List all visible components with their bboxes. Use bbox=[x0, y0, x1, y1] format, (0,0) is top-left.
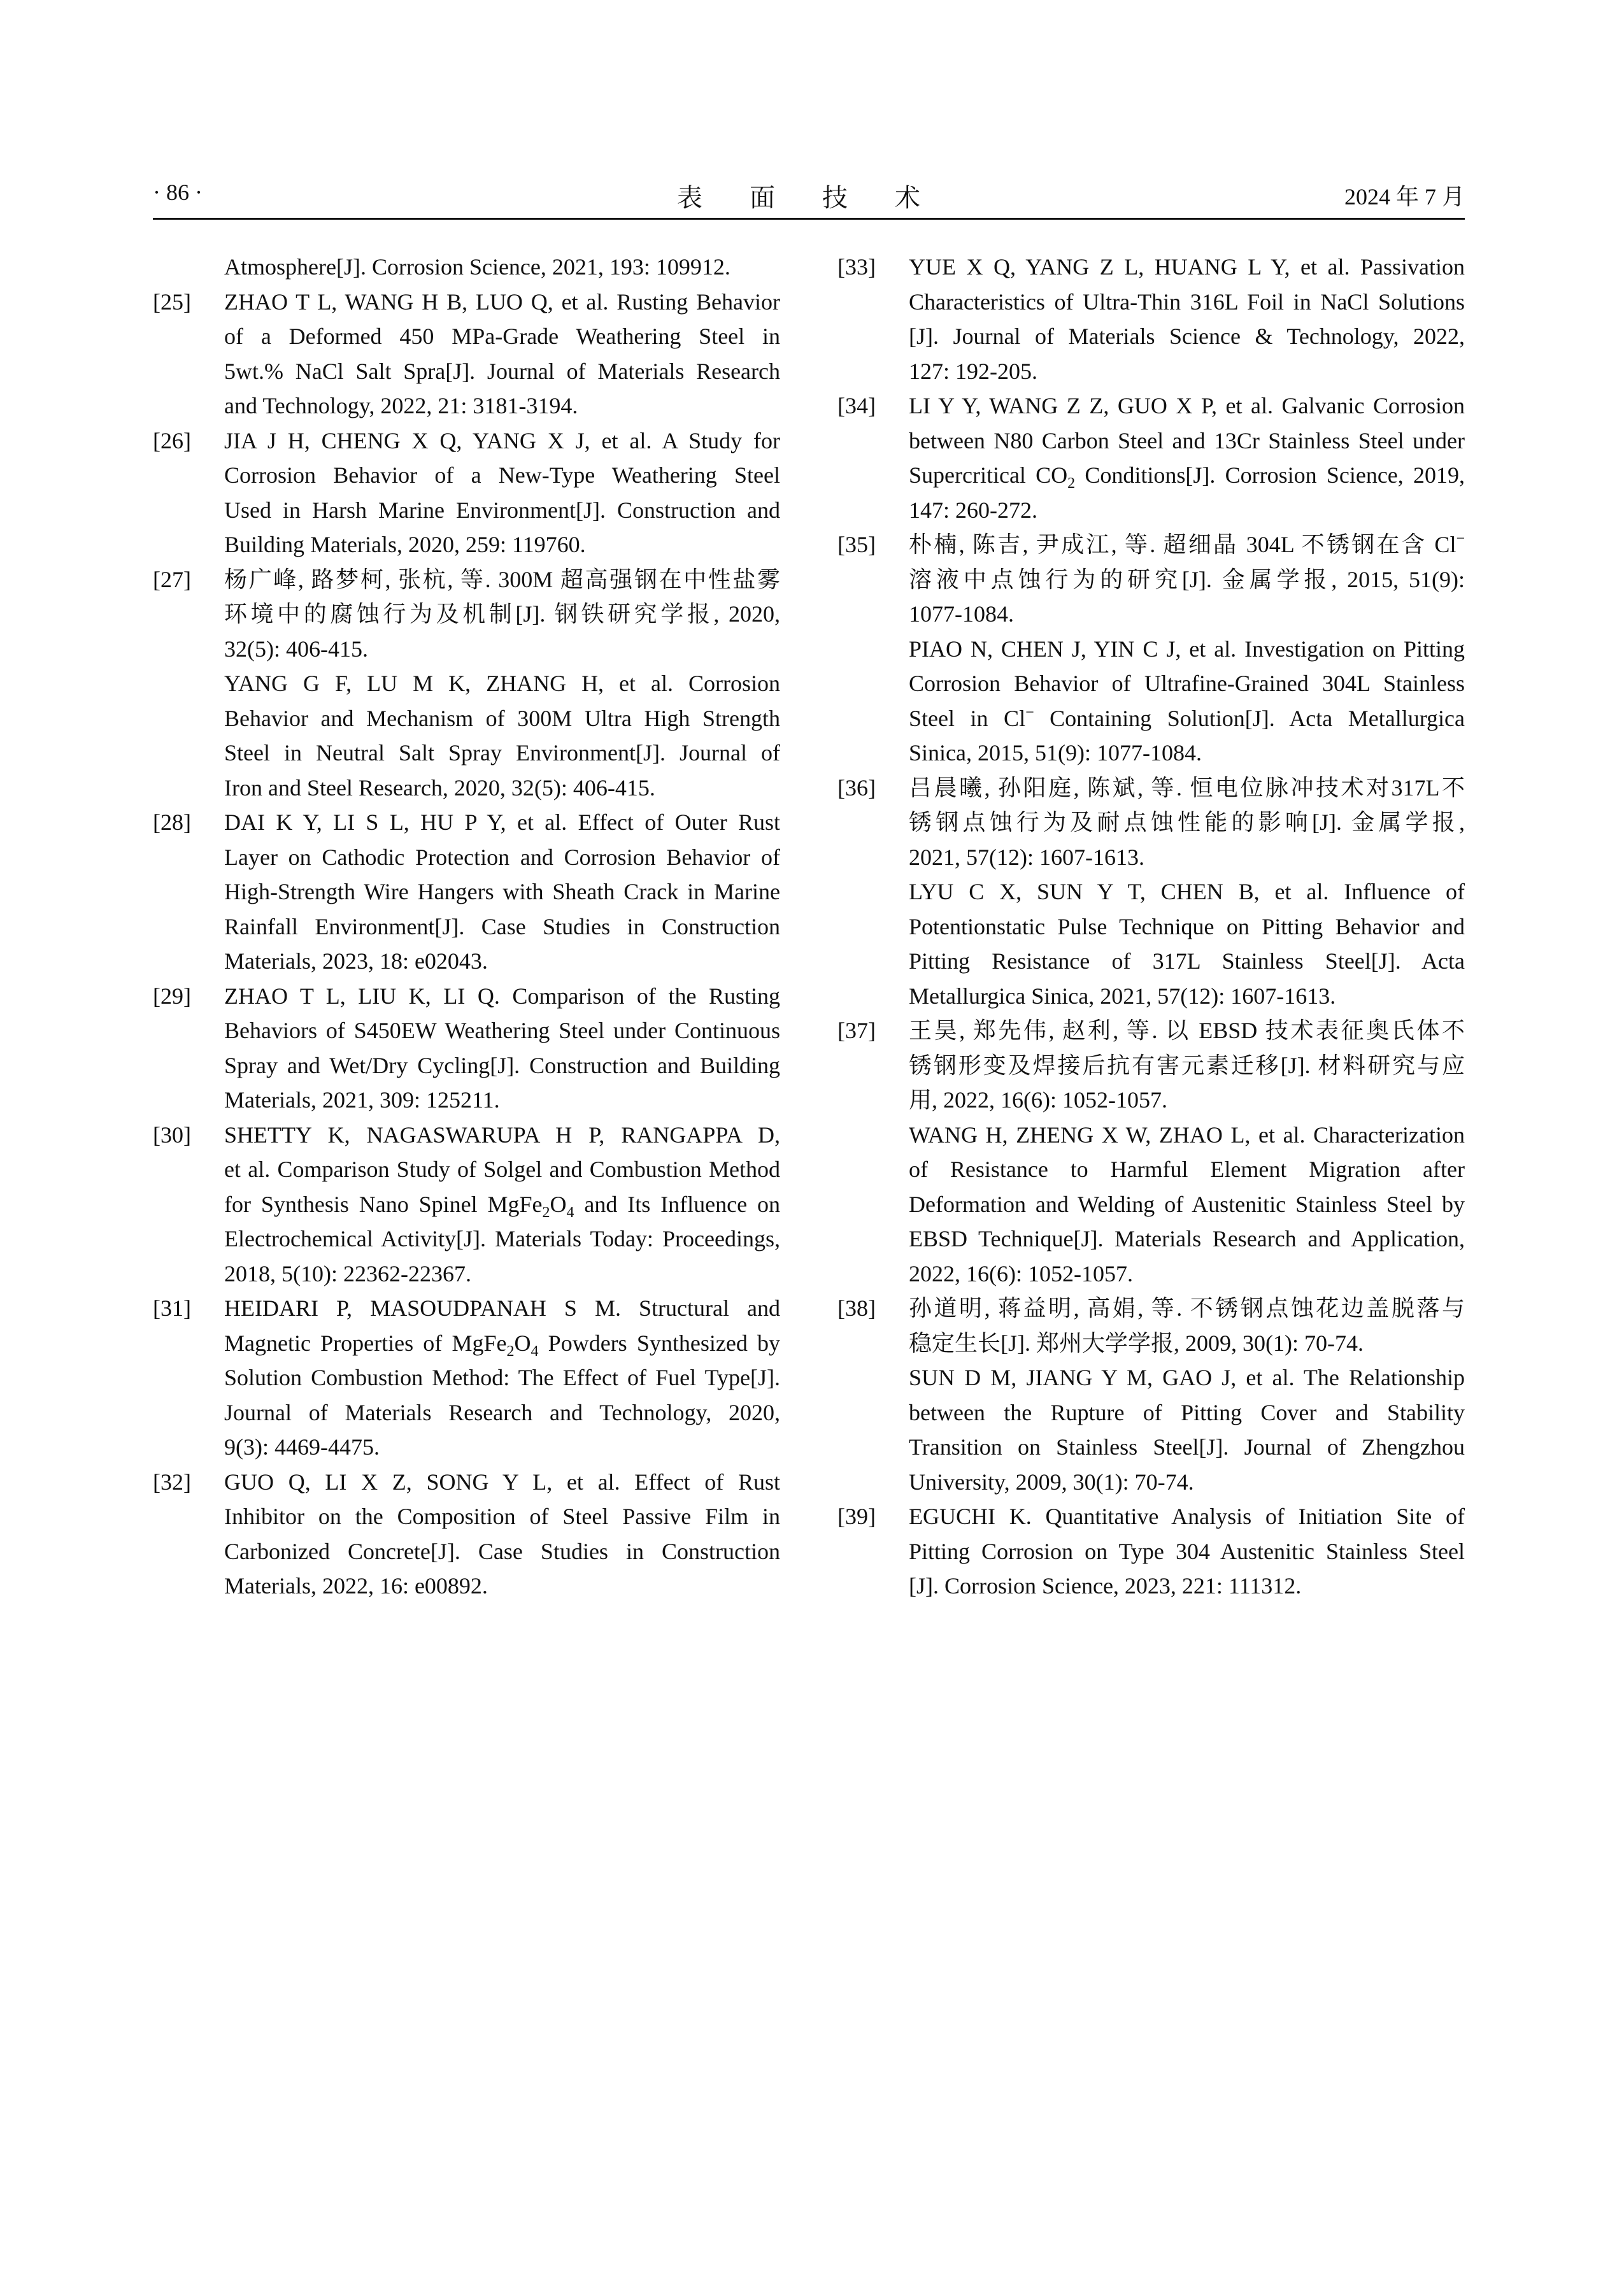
reference-line: ZHAO T L, LIU K, LI Q. Comparison of the Rusting bbox=[224, 983, 780, 1009]
reference-line: PIAO N, CHEN J, YIN C J, et al. Investigation on Pitting bbox=[909, 636, 1465, 662]
reference-line: between the Rupture of Pitting Cover and Stability bbox=[909, 1399, 1465, 1425]
reference-35 bbox=[837, 527, 1465, 771]
reference-line: [J]. Journal of Materials Science & Technology, 2022, bbox=[909, 324, 1465, 349]
reference-27 bbox=[153, 562, 780, 806]
reference-line: Carbonized Concrete[J]. Case Studies in Construction bbox=[224, 1538, 780, 1564]
reference-line: 杨广峰, 路梦柯, 张杭, 等. 300M 超高强钢在中性盐雾 bbox=[224, 566, 780, 592]
reference-line: Journal of Materials Research and Technology, 2020, bbox=[224, 1399, 780, 1425]
reference-line: 147: 260-272. bbox=[909, 497, 1037, 523]
reference-25 bbox=[153, 285, 780, 424]
reference-line: 127: 192-205. bbox=[909, 358, 1037, 384]
reference-line: 9(3): 4469-4475. bbox=[224, 1434, 380, 1460]
reference-number: [27] bbox=[153, 566, 191, 592]
reference-line: Metallurgica Sinica, 2021, 57(12): 1607-1613. bbox=[909, 983, 1336, 1009]
reference-line: 孙道明, 蒋益明, 高娟, 等. 不锈钢点蚀花边盖脱落与 bbox=[909, 1295, 1465, 1321]
reference-32 bbox=[153, 1465, 780, 1604]
reference-line: Steel in Cl− Containing Solution[J]. Acta Metallurgica bbox=[909, 704, 1465, 731]
reference-line: Pitting Resistance of 317L Stainless Steel[J]. Acta bbox=[909, 948, 1465, 974]
reference-number: [30] bbox=[153, 1122, 191, 1148]
reference-line: EGUCHI K. Quantitative Analysis of Initiation Site of bbox=[909, 1504, 1465, 1529]
reference-28 bbox=[153, 805, 780, 979]
reference-line: Materials, 2022, 16: e00892. bbox=[224, 1573, 488, 1599]
reference-line: Building Materials, 2020, 259: 119760. bbox=[224, 532, 586, 557]
reference-number: [26] bbox=[153, 427, 191, 453]
reference-line: of Resistance to Harmful Element Migration after bbox=[909, 1157, 1465, 1182]
reference-line: JIA J H, CHENG X Q, YANG X J, et al. A Study for bbox=[224, 427, 780, 453]
reference-line: 1077-1084. bbox=[909, 601, 1014, 627]
reference-line: YANG G F, LU M K, ZHANG H, et al. Corrosion bbox=[224, 671, 780, 696]
reference-line: between N80 Carbon Steel and 13Cr Stainless Steel under bbox=[909, 427, 1465, 453]
reference-line: ZHAO T L, WANG H B, LUO Q, et al. Rusting Behavior bbox=[224, 289, 780, 315]
reference-line: 朴楠, 陈吉, 尹成江, 等. 超细晶 304L 不锈钢在含 Cl− bbox=[909, 531, 1465, 557]
reference-number: [38] bbox=[837, 1295, 876, 1321]
reference-36 bbox=[837, 771, 1465, 1014]
reference-line: Atmosphere[J]. Corrosion Science, 2021, 193: 109912. bbox=[224, 254, 730, 280]
reference-line: LYU C X, SUN Y T, CHEN B, et al. Influence of bbox=[909, 879, 1465, 904]
reference-number: [33] bbox=[837, 254, 876, 280]
reference-line: [J]. Corrosion Science, 2023, 221: 111312. bbox=[909, 1573, 1302, 1599]
reference-line: SHETTY K, NAGASWARUPA H P, RANGAPPA D, bbox=[224, 1122, 780, 1148]
reference-number: [39] bbox=[837, 1504, 876, 1529]
reference-line: et al. Comparison Study of Solgel and Combustion Method bbox=[224, 1157, 780, 1182]
reference-line: 王昊, 郑先伟, 赵利, 等. 以 EBSD 技术表征奥氏体不 bbox=[909, 1018, 1465, 1043]
reference-line: Layer on Cathodic Protection and Corrosion Behavior of bbox=[224, 844, 780, 870]
reference-38 bbox=[837, 1291, 1465, 1499]
reference-line: Behavior and Mechanism of 300M Ultra High Strength bbox=[224, 705, 780, 731]
reference-line: 吕晨曦, 孙阳庭, 陈斌, 等. 恒电位脉冲技术对317L不 bbox=[909, 774, 1465, 801]
reference-line: EBSD Technique[J]. Materials Research and Application, bbox=[909, 1226, 1465, 1251]
reference-line: Characteristics of Ultra-Thin 316L Foil in NaCl Solutions bbox=[909, 289, 1465, 315]
reference-number: [32] bbox=[153, 1469, 191, 1495]
page-header bbox=[153, 175, 1465, 220]
reference-number: [34] bbox=[837, 393, 876, 418]
reference-line: 稳定生长[J]. 郑州大学学报, 2009, 30(1): 70-74. bbox=[909, 1330, 1364, 1356]
reference-line: Used in Harsh Marine Environment[J]. Construction and bbox=[224, 497, 780, 523]
reference-line: 2018, 5(10): 22362-22367. bbox=[224, 1260, 471, 1286]
reference-37 bbox=[837, 1013, 1465, 1291]
reference-line: Supercritical $CO_2$ Conditions[J]. Corrosion Science, 2019, bbox=[909, 462, 1465, 492]
reference-column-left bbox=[153, 250, 780, 1604]
reference-line: Magnetic Properties of $MgFe_2O_4$ Powders Synthesized by bbox=[224, 1330, 781, 1360]
reference-line: High-Strength Wire Hangers with Sheath Crack in Marine bbox=[224, 879, 780, 904]
reference-line: Electrochemical Activity[J]. Materials Today: Proceedings, bbox=[224, 1226, 780, 1251]
reference-line: and Technology, 2022, 21: 3181-3194. bbox=[224, 393, 578, 418]
reference-31 bbox=[153, 1291, 780, 1465]
reference-line: 锈钢形变及焊接后抗有害元素迁移[J]. 材料研究与应 bbox=[909, 1052, 1465, 1078]
reference-line: DAI K Y, LI S L, HU P Y, et al. Effect of Outer Rust bbox=[224, 809, 780, 835]
reference-line: 32(5): 406-415. bbox=[224, 636, 368, 662]
issue-date: 2024 年 7 月 bbox=[1344, 184, 1465, 210]
reference-line: 5wt.% NaCl Salt Spra[J]. Journal of Materials Research bbox=[224, 358, 780, 384]
reference-line: WANG H, ZHENG X W, ZHAO L, et al. Characterization bbox=[909, 1122, 1465, 1148]
reference-line: Materials, 2023, 18: e02043. bbox=[224, 948, 488, 974]
reference-number: [25] bbox=[153, 289, 191, 315]
reference-30 bbox=[153, 1118, 780, 1292]
reference-line: YUE X Q, YANG Z L, HUANG L Y, et al. Passivation bbox=[909, 254, 1465, 280]
reference-line: HEIDARI P, MASOUDPANAH S M. Structural and bbox=[224, 1295, 780, 1321]
reference-26 bbox=[153, 424, 780, 562]
reference-line: Iron and Steel Research, 2020, 32(5): 406-415. bbox=[224, 774, 655, 801]
reference-line: Pitting Corrosion on Type 304 Austenitic Stainless Steel bbox=[909, 1538, 1465, 1564]
header-rule bbox=[153, 218, 1465, 220]
reference-line: Potentionstatic Pulse Technique on Pitting Behavior and bbox=[909, 913, 1465, 939]
reference-number: [36] bbox=[837, 774, 876, 801]
reference-line: Deformation and Welding of Austenitic Stainless Steel by bbox=[909, 1191, 1465, 1217]
reference-line: Rainfall Environment[J]. Case Studies in Construction bbox=[224, 913, 780, 939]
reference-line: 锈钢点蚀行为及耐点蚀性能的影响[J]. 金属学报, bbox=[909, 809, 1465, 835]
reference-line: SUN D M, JIANG Y M, GAO J, et al. The Relationship bbox=[909, 1365, 1465, 1390]
reference-line: Corrosion Behavior of a New-Type Weathering Steel bbox=[224, 462, 780, 488]
reference-33 bbox=[837, 250, 1465, 388]
reference-line: Steel in Neutral Salt Spray Environment[J]. Journal of bbox=[224, 740, 780, 766]
reference-line: LI Y Y, WANG Z Z, GUO X P, et al. Galvanic Corrosion bbox=[909, 393, 1465, 418]
reference-number: [29] bbox=[153, 983, 191, 1009]
reference-24-continuation bbox=[153, 250, 780, 285]
reference-number: [31] bbox=[153, 1295, 191, 1321]
reference-line: Spray and Wet/Dry Cycling[J]. Construction and Building bbox=[224, 1052, 780, 1078]
reference-line: Sinica, 2015, 51(9): 1077-1084. bbox=[909, 740, 1202, 766]
reference-number: [35] bbox=[837, 532, 876, 557]
reference-line: 环境中的腐蚀行为及机制[J]. 钢铁研究学报, 2020, bbox=[224, 601, 780, 627]
reference-39 bbox=[837, 1499, 1465, 1604]
reference-line: Corrosion Behavior of Ultrafine-Grained 304L Stainless bbox=[909, 671, 1465, 696]
reference-number: [37] bbox=[837, 1018, 876, 1043]
reference-34 bbox=[837, 388, 1465, 527]
reference-line: of a Deformed 450 MPa-Grade Weathering Steel in bbox=[224, 324, 780, 349]
reference-line: University, 2009, 30(1): 70-74. bbox=[909, 1469, 1194, 1495]
reference-column-right bbox=[837, 250, 1465, 1604]
reference-line: Behaviors of S450EW Weathering Steel under Continuous bbox=[224, 1018, 780, 1043]
reference-line: Inhibitor on the Composition of Steel Passive Film in bbox=[224, 1504, 780, 1529]
reference-line: 2022, 16(6): 1052-1057. bbox=[909, 1260, 1133, 1286]
reference-number: [28] bbox=[153, 809, 191, 835]
reference-line: Solution Combustion Method: The Effect of Fuel Type[J]. bbox=[224, 1365, 780, 1390]
reference-29 bbox=[153, 979, 780, 1118]
page-number: · 86 · bbox=[153, 180, 203, 205]
reference-line: GUO Q, LI X Z, SONG Y L, et al. Effect of Rust bbox=[224, 1469, 780, 1495]
reference-line: 溶液中点蚀行为的研究[J]. 金属学报, 2015, 51(9): bbox=[909, 566, 1465, 592]
reference-line: 用, 2022, 16(6): 1052-1057. bbox=[909, 1087, 1167, 1113]
reference-line: for Synthesis Nano Spinel $MgFe_2O_4$ and Its Influence on bbox=[224, 1191, 780, 1221]
reference-line: Materials, 2021, 309: 125211. bbox=[224, 1087, 500, 1113]
journal-title: 表 面 技 术 bbox=[677, 183, 941, 212]
reference-line: 2021, 57(12): 1607-1613. bbox=[909, 844, 1144, 870]
reference-line: Transition on Stainless Steel[J]. Journal of Zhengzhou bbox=[909, 1434, 1465, 1460]
